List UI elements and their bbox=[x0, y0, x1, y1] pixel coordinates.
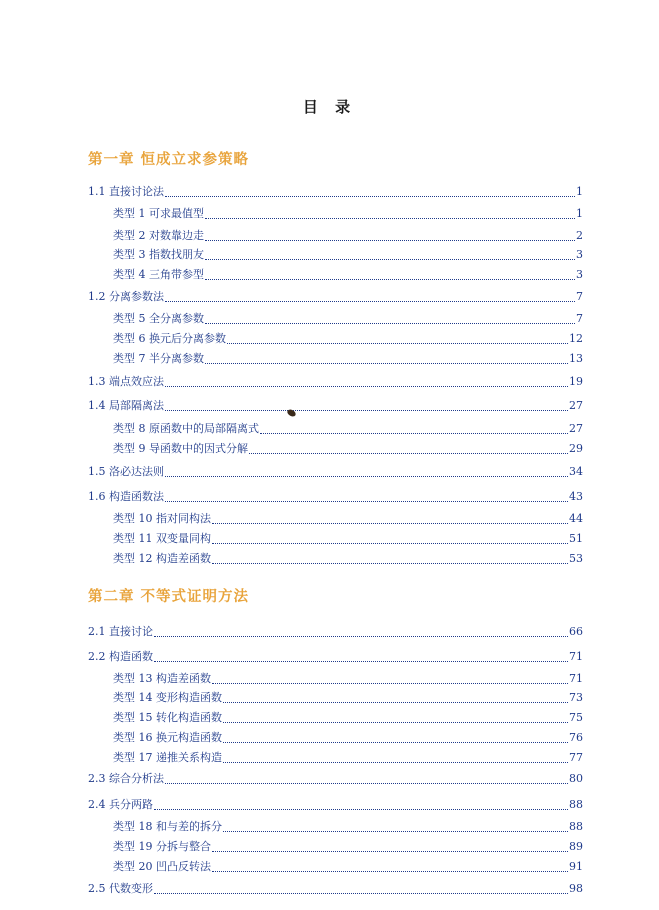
toc-section-entry[interactable] bbox=[88, 398, 583, 414]
toc-entry-label: 类型 8 原函数中的局部隔离式 bbox=[113, 422, 259, 435]
toc-section-entry[interactable] bbox=[88, 797, 583, 813]
dot-leader bbox=[260, 422, 568, 434]
dot-leader bbox=[205, 248, 575, 260]
toc-subtype-entry[interactable] bbox=[113, 331, 583, 347]
toc-subtype-entry[interactable] bbox=[113, 690, 583, 706]
dot-leader bbox=[227, 332, 568, 344]
toc-page-number: 34 bbox=[569, 465, 583, 478]
toc-entry-label: 类型 1 可求最值型 bbox=[113, 207, 204, 220]
page-title: 目 录 bbox=[302, 98, 357, 116]
toc-section-entry[interactable] bbox=[88, 184, 583, 200]
dot-leader bbox=[205, 312, 575, 324]
toc-subtype-entry[interactable] bbox=[113, 730, 583, 746]
chapter-2-title: 第二章 不等式证明方法 bbox=[88, 588, 250, 605]
toc-entry-label: 2.5 代数变形 bbox=[88, 882, 153, 895]
toc-page-number: 29 bbox=[569, 442, 583, 455]
dot-leader bbox=[223, 751, 568, 763]
toc-page-number: 75 bbox=[569, 711, 583, 724]
toc-page-number: 12 bbox=[569, 332, 583, 345]
toc-subtype-entry[interactable] bbox=[113, 750, 583, 766]
toc-page-number: 1 bbox=[576, 207, 583, 220]
dot-leader bbox=[212, 860, 568, 872]
toc-entry-label: 类型 13 构造差函数 bbox=[113, 672, 211, 685]
toc-page-number: 7 bbox=[576, 290, 583, 303]
toc-page-number: 1 bbox=[576, 185, 583, 198]
toc-subtype-entry[interactable] bbox=[113, 859, 583, 875]
toc-subtype-entry[interactable] bbox=[113, 441, 583, 457]
toc-page-number: 88 bbox=[569, 798, 583, 811]
dot-leader bbox=[223, 731, 568, 743]
toc-page-number: 76 bbox=[569, 731, 583, 744]
toc-entry-label: 1.5 洛必达法则 bbox=[88, 465, 164, 478]
dot-leader bbox=[165, 465, 568, 477]
toc-page-number: 27 bbox=[569, 399, 583, 412]
toc-entry-label: 类型 20 凹凸反转法 bbox=[113, 860, 211, 873]
toc-section-entry[interactable] bbox=[88, 374, 583, 390]
dot-leader bbox=[154, 650, 568, 662]
toc-subtype-entry[interactable] bbox=[113, 267, 583, 283]
toc-entry-label: 类型 19 分拆与整合 bbox=[113, 840, 211, 853]
toc-page-number: 7 bbox=[576, 312, 583, 325]
toc-entry-label: 1.3 端点效应法 bbox=[88, 375, 164, 388]
toc-section-entry[interactable] bbox=[88, 289, 583, 305]
toc-subtype-entry[interactable] bbox=[113, 206, 583, 222]
toc-entry-label: 类型 12 构造差函数 bbox=[113, 552, 211, 565]
dot-leader bbox=[212, 840, 568, 852]
dot-leader bbox=[223, 820, 568, 832]
toc-subtype-entry[interactable] bbox=[113, 819, 583, 835]
toc-page-number: 91 bbox=[569, 860, 583, 873]
chapter-1-title: 第一章 恒成立求参策略 bbox=[88, 151, 250, 168]
toc-entry-label: 类型 5 全分离参数 bbox=[113, 312, 204, 325]
toc-page-number: 71 bbox=[569, 672, 583, 685]
toc-entry-label: 类型 4 三角带参型 bbox=[113, 268, 204, 281]
toc-entry-label: 类型 9 导函数中的因式分解 bbox=[113, 442, 248, 455]
toc-entry-label: 类型 16 换元构造函数 bbox=[113, 731, 222, 744]
toc-page-number: 27 bbox=[569, 422, 583, 435]
toc-subtype-entry[interactable] bbox=[113, 839, 583, 855]
toc-page-number: 19 bbox=[569, 375, 583, 388]
dot-leader bbox=[165, 185, 575, 197]
dot-leader bbox=[205, 268, 575, 280]
toc-entry-label: 类型 3 指数找朋友 bbox=[113, 248, 204, 261]
toc-entry-label: 1.4 局部隔离法 bbox=[88, 399, 164, 412]
toc-entry-label: 类型 15 转化构造函数 bbox=[113, 711, 222, 724]
toc-subtype-entry[interactable] bbox=[113, 311, 583, 327]
toc-entry-label: 类型 7 半分离参数 bbox=[113, 352, 204, 365]
dot-leader bbox=[249, 442, 568, 454]
dot-leader bbox=[165, 772, 568, 784]
toc-page-number: 43 bbox=[569, 490, 583, 503]
toc-page-number: 53 bbox=[569, 552, 583, 565]
toc-page-number: 71 bbox=[569, 650, 583, 663]
dot-leader bbox=[154, 882, 568, 894]
toc-subtype-entry[interactable] bbox=[113, 247, 583, 263]
dot-leader bbox=[165, 490, 568, 502]
toc-entry-label: 2.3 综合分析法 bbox=[88, 772, 164, 785]
toc-section-entry[interactable] bbox=[88, 649, 583, 665]
toc-section-entry[interactable] bbox=[88, 771, 583, 787]
dot-leader bbox=[205, 207, 575, 219]
toc-entry-label: 2.1 直接讨论 bbox=[88, 625, 153, 638]
dot-leader bbox=[165, 290, 575, 302]
toc-subtype-entry[interactable] bbox=[113, 710, 583, 726]
dot-leader bbox=[212, 532, 568, 544]
toc-page-number: 51 bbox=[569, 532, 583, 545]
toc-entry-label: 类型 11 双变量同构 bbox=[113, 532, 211, 545]
dot-leader bbox=[223, 691, 568, 703]
toc-page-number: 44 bbox=[569, 512, 583, 525]
dot-leader bbox=[212, 552, 568, 564]
toc-entry-label: 类型 17 递推关系构造 bbox=[113, 751, 222, 764]
dot-leader bbox=[205, 352, 568, 364]
toc-entry-label: 2.4 兵分两路 bbox=[88, 798, 153, 811]
toc-entry-label: 1.1 直接讨论法 bbox=[88, 185, 164, 198]
toc-page-number: 77 bbox=[569, 751, 583, 764]
toc-entry-label: 类型 10 指对同构法 bbox=[113, 512, 211, 525]
dot-leader bbox=[154, 625, 568, 637]
toc-section-entry[interactable] bbox=[88, 489, 583, 505]
toc-subtype-entry[interactable] bbox=[113, 531, 583, 547]
toc-section-entry[interactable] bbox=[88, 881, 583, 897]
toc-page-number: 13 bbox=[569, 352, 583, 365]
toc-subtype-entry[interactable] bbox=[113, 671, 583, 687]
toc-subtype-entry[interactable] bbox=[113, 511, 583, 527]
dot-leader bbox=[154, 798, 568, 810]
toc-entry-label: 类型 18 和与差的拆分 bbox=[113, 820, 222, 833]
toc-subtype-entry[interactable] bbox=[113, 228, 583, 244]
dot-leader bbox=[165, 399, 568, 411]
toc-section-entry[interactable] bbox=[88, 464, 583, 480]
toc-page-number: 98 bbox=[569, 882, 583, 895]
toc-page-number: 88 bbox=[569, 820, 583, 833]
dot-leader bbox=[212, 512, 568, 524]
toc-entry-label: 类型 6 换元后分离参数 bbox=[113, 332, 226, 345]
toc-subtype-entry[interactable] bbox=[113, 351, 583, 367]
toc-page-number: 89 bbox=[569, 840, 583, 853]
dot-leader bbox=[212, 672, 568, 684]
dot-leader bbox=[223, 711, 568, 723]
toc-page-number: 3 bbox=[576, 248, 583, 261]
toc-page-number: 80 bbox=[569, 772, 583, 785]
dot-leader bbox=[205, 229, 575, 241]
toc-page-number: 2 bbox=[576, 229, 583, 242]
toc-entry-label: 类型 2 对数靠边走 bbox=[113, 229, 204, 242]
toc-page-number: 73 bbox=[569, 691, 583, 704]
toc-subtype-entry[interactable] bbox=[113, 421, 583, 437]
toc-entry-label: 类型 14 变形构造函数 bbox=[113, 691, 222, 704]
toc-page-number: 66 bbox=[569, 625, 583, 638]
toc-entry-label: 1.6 构造函数法 bbox=[88, 490, 164, 503]
toc-entry-label: 1.2 分离参数法 bbox=[88, 290, 164, 303]
toc-page-number: 3 bbox=[576, 268, 583, 281]
toc-section-entry[interactable] bbox=[88, 624, 583, 640]
dot-leader bbox=[165, 375, 568, 387]
toc-subtype-entry[interactable] bbox=[113, 551, 583, 567]
toc-entry-label: 2.2 构造函数 bbox=[88, 650, 153, 663]
